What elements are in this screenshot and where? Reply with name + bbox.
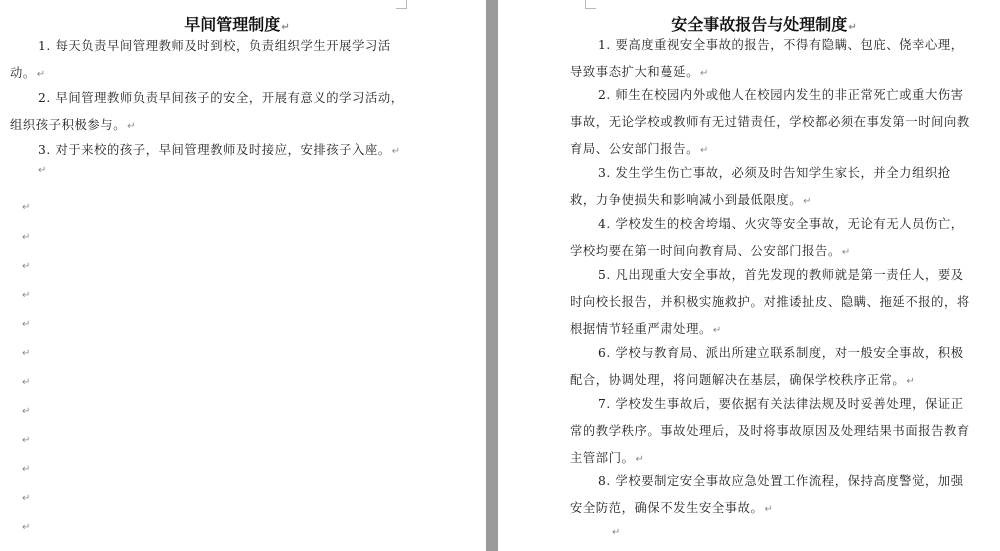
empty-paragraph-mark: ↵ [38, 165, 47, 176]
empty-paragraph-mark: ↵ [22, 261, 31, 272]
empty-paragraph-mark: ↵ [22, 319, 31, 330]
empty-paragraph-mark: ↵ [22, 464, 31, 475]
empty-paragraph-mark: ↵ [612, 527, 621, 538]
empty-paragraph-mark: ↵ [22, 435, 31, 446]
empty-paragraph-mark: ↵ [22, 406, 31, 417]
empty-paragraph-mark: ↵ [22, 232, 31, 243]
right-paragraph-8[interactable]: 8. 学校要制定安全事故应急处置工作流程，保持高度警觉，加强安全防范，确保不发生安全事故。↵ [570, 474, 964, 515]
right-paragraph-2[interactable]: 2. 师生在校园内外或他人在校园内发生的非正常死亡或重大伤害事故，无论学校或教师有无过错责任，学校都必须在事发第一时间向教育局、公安部门报告。↵ [570, 88, 970, 156]
right-document-page[interactable] [498, 0, 1000, 551]
margin-corner-mark [396, 0, 407, 9]
empty-paragraph-mark: ↵ [22, 493, 31, 504]
left-document-page[interactable] [0, 0, 486, 551]
empty-paragraph-mark: ↵ [22, 377, 31, 388]
margin-corner-mark [585, 0, 596, 9]
left-page-title: 早间管理制度↵ [184, 15, 290, 34]
right-paragraph-3[interactable]: 3. 发生学生伤亡事故，必须及时告知学生家长，并全力组织抢救，力争使损失和影响减小到最低限度。↵ [570, 166, 951, 207]
right-page-title: 安全事故报告与处理制度↵ [671, 15, 857, 34]
empty-paragraph-mark: ↵ [22, 522, 31, 533]
empty-paragraph-mark: ↵ [22, 202, 31, 213]
right-paragraph-5[interactable]: 5. 凡出现重大安全事故，首先发现的教师就是第一责任人，要及时向校长报告，并积极实施救护。对推诿扯皮、隐瞒、拖延不报的，将根据情节轻重严肃处理。↵ [570, 268, 970, 336]
right-paragraph-1[interactable]: 1. 要高度重视安全事故的报告，不得有隐瞒、包庇、侥幸心理，导致事态扩大和蔓延。↵ [570, 38, 964, 79]
right-paragraph-6[interactable]: 6. 学校与教育局、派出所建立联系制度，对一般安全事故，积极配合，协调处理，将问题解决在基层，确保学校秩序正常。↵ [570, 346, 964, 387]
left-paragraph-3[interactable]: 3. 对于来校的孩子，早间管理教师及时接应，安排孩子入座。↵ [38, 143, 401, 157]
right-paragraph-4[interactable]: 4. 学校发生的校舍垮塌、火灾等安全事故，无论有无人员伤亡，学校均要在第一时间向教育局、公安部门报告。↵ [570, 217, 964, 258]
left-paragraph-1[interactable]: 1. 每天负责早间管理教师及时到校，负责组织学生开展学习活动。↵ [10, 39, 391, 80]
empty-paragraph-mark: ↵ [22, 290, 31, 301]
empty-paragraph-mark: ↵ [22, 348, 31, 359]
left-paragraph-2[interactable]: 2. 早间管理教师负责早间孩子的安全，开展有意义的学习活动，组织孩子积极参与。↵ [10, 91, 404, 132]
right-paragraph-7[interactable]: 7. 学校发生事故后，要依据有关法律法规及时妥善处理，保证正常的教学秩序。事故处理后，及时将事故原因及处理结果书面报告教育主管部门。↵ [570, 397, 970, 465]
